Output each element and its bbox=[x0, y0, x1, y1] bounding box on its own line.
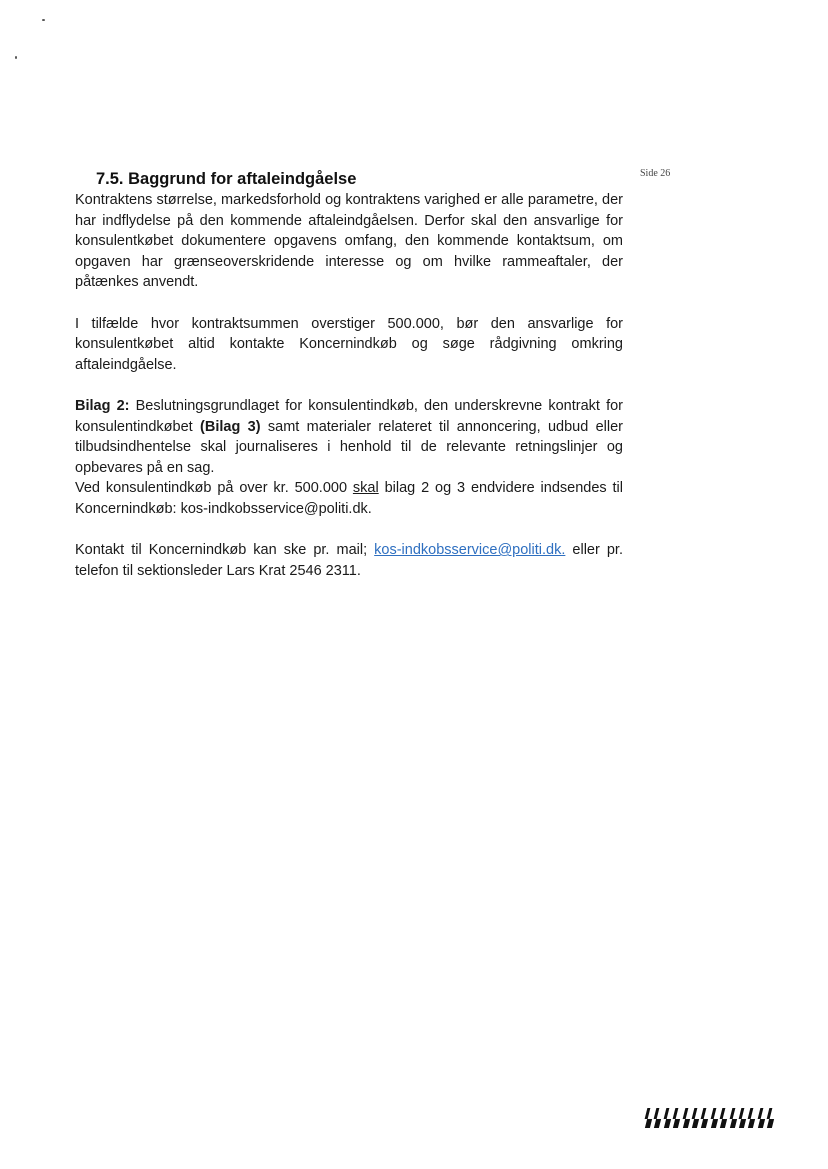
bilag-text-1: Beslutningsgrundlaget for konsulentindkøb, den underskrevne kontrakt for konsulentindkøbet bbox=[75, 397, 623, 435]
barcode-row bbox=[646, 1108, 778, 1119]
scan-speck bbox=[42, 19, 45, 21]
contact-text-1: Kontakt til Koncernindkøb kan ske pr. mail; bbox=[75, 542, 375, 559]
barcode-bar bbox=[767, 1119, 774, 1128]
barcode-bar bbox=[710, 1108, 716, 1119]
submission-text-1: Ved konsulentindkøb på over kr. 500.000 bbox=[75, 480, 353, 497]
barcode-bar bbox=[701, 1119, 708, 1128]
barcode-bar bbox=[729, 1119, 736, 1128]
barcode-bar bbox=[757, 1108, 763, 1119]
barcode-bar bbox=[748, 1119, 755, 1128]
barcode-bar bbox=[758, 1119, 765, 1128]
barcode-bar bbox=[673, 1119, 680, 1128]
barcode-bar bbox=[729, 1108, 735, 1119]
submission-text-2: bilag 2 og 3 endvidere indsendes til Koncernindkøb: kos-indkobsservice@politi.dk. bbox=[75, 480, 623, 517]
barcode-bar bbox=[701, 1108, 707, 1119]
contact-text-2: eller pr. telefon til sektionsleder Lars Krat 2546 2311. bbox=[75, 542, 623, 579]
scan-speck bbox=[15, 56, 17, 59]
barcode-bar bbox=[767, 1108, 773, 1119]
section-body bbox=[75, 190, 623, 602]
bilag-text-2: samt materialer relateret til annoncering, udbud eller tilbudsindhentelse skal journaliseres i henhold til de relevante retningslinjer og opbevares på en sag. bbox=[75, 418, 623, 476]
barcode-bar bbox=[645, 1108, 651, 1119]
barcode-bar bbox=[739, 1108, 745, 1119]
section-heading: 7.5. Baggrund for aftaleindgåelse bbox=[96, 170, 357, 188]
barcode-bar bbox=[654, 1108, 660, 1119]
page-number: Side 26 bbox=[640, 168, 671, 179]
paragraph-submission bbox=[75, 478, 623, 519]
barcode-mark bbox=[646, 1108, 778, 1128]
submission-underlined-word: skal bbox=[352, 480, 379, 497]
barcode-bar bbox=[682, 1108, 688, 1119]
bilag-3-label: (Bilag 3) bbox=[200, 418, 261, 435]
barcode-bar bbox=[673, 1108, 679, 1119]
barcode-bar bbox=[663, 1108, 669, 1119]
barcode-bar bbox=[692, 1108, 698, 1119]
barcode-bar bbox=[748, 1108, 754, 1119]
barcode-bar bbox=[664, 1119, 671, 1128]
paragraph-threshold: I tilfælde hvor kontraktsummen overstiger 500.000, bør den ansvarlige for konsulentkøbet altid kontakte Koncernindkøb og søge rådgivning omkring aftaleindgåelse. bbox=[75, 315, 623, 373]
barcode-bar bbox=[654, 1119, 661, 1128]
barcode-bar bbox=[645, 1119, 652, 1128]
bilag-2-label: Bilag 2: bbox=[75, 397, 130, 414]
barcode-row bbox=[646, 1119, 778, 1130]
barcode-bar bbox=[720, 1119, 727, 1128]
barcode-bar bbox=[692, 1119, 699, 1128]
barcode-bar bbox=[720, 1108, 726, 1119]
email-link[interactable]: kos-indkobsservice@politi.dk. bbox=[374, 542, 566, 559]
paragraph-contract-factors: Kontraktens størrelse, markedsforhold og kontraktens varighed er alle parametre, der har indflydelse på den kommende aftaleindgåelsen. Derfor skal den ansvarlige for konsulentkøbet dokumentere opgavens omfang, den kommende kontaktsum, om opgaven har grænseoverskridende interesse og om hvilke rammeaftaler, der påtænkes anvendt. bbox=[75, 192, 623, 291]
barcode-bar bbox=[682, 1119, 689, 1128]
barcode-bar bbox=[711, 1119, 718, 1128]
paragraph-bilag bbox=[75, 396, 623, 478]
barcode-bar bbox=[739, 1119, 746, 1128]
paragraph-contact bbox=[75, 540, 623, 581]
